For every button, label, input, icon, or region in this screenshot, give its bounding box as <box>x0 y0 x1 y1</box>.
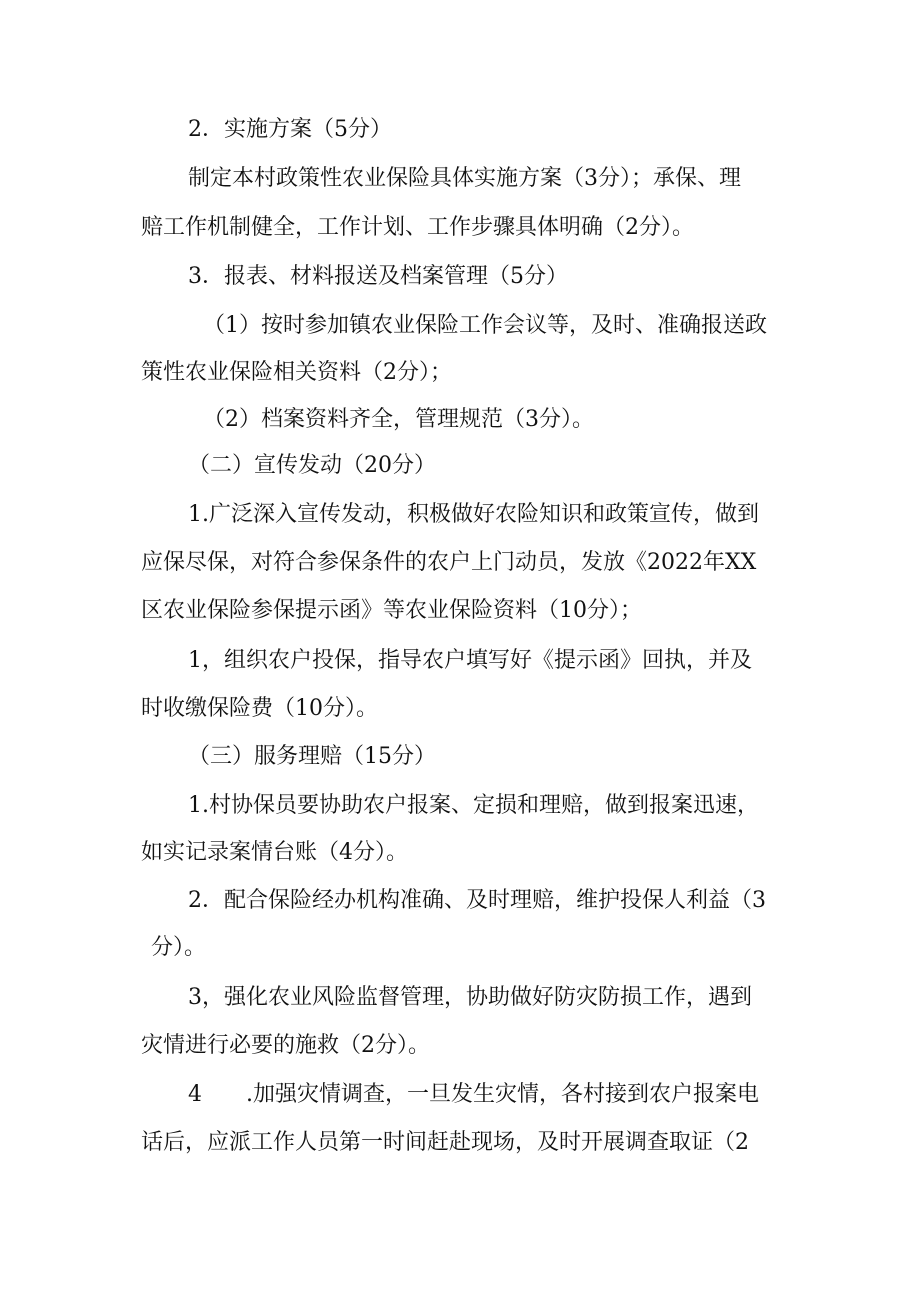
paragraph-line: 如实记录案情台账（4分）。 <box>141 840 408 865</box>
paragraph-line: 策性农业保险相关资料（2分）； <box>141 360 452 385</box>
heading-implementation-plan: 2．实施方案（5分） <box>188 117 392 142</box>
paragraph-line: 分）。 <box>151 935 207 960</box>
paragraph-line: （1）按时参加镇农业保险工作会议等，及时、准确报送政 <box>203 313 767 338</box>
paragraph-line: 4 .加强灾情调查，一旦发生灾情，各村接到农户报案电 <box>188 1082 759 1107</box>
section-heading-publicity: （二）宣传发动（20分） <box>188 453 436 478</box>
paragraph-line: 3，强化农业风险监督管理，协助做好防灾防损工作，遇到 <box>188 985 752 1010</box>
paragraph-line: 赔工作机制健全，工作计划、工作步骤具体明确（2分）。 <box>141 215 694 240</box>
paragraph-line: 时收缴保险费（10分）。 <box>141 696 378 721</box>
paragraph-line: （2）档案资料齐全，管理规范（3分）。 <box>203 407 594 432</box>
paragraph-line: 灾情进行必要的施救（2分）。 <box>141 1033 430 1058</box>
paragraph-line: 话后，应派工作人员第一时间赶赴现场，及时开展调查取证（2 <box>141 1130 749 1155</box>
section-heading-claims-service: （三）服务理赔（15分） <box>188 744 436 769</box>
paragraph-line: 制定本村政策性农业保险具体实施方案（3分）；承保、理 <box>188 166 741 191</box>
paragraph-line: 1.广泛深入宣传发动，积极做好农险知识和政策宣传，做到 <box>188 502 759 527</box>
paragraph-line: 应保尽保，对符合参保条件的农户上门动员，发放《2022年XX <box>141 550 757 575</box>
paragraph-line: 2．配合保险经办机构准确、及时理赔，维护投保人利益（3 <box>188 888 766 913</box>
paragraph-line: 区农业保险参保提示函》等农业保险资料（10分）； <box>141 598 642 623</box>
heading-reports-archives: 3．报表、材料报送及档案管理（5分） <box>188 264 568 289</box>
paragraph-line: 1，组织农户投保，指导农户填写好《提示函》回执，并及 <box>188 648 752 673</box>
paragraph-line: 1.村协保员要协助农户报案、定损和理赔，做到报案迅速， <box>188 793 759 818</box>
